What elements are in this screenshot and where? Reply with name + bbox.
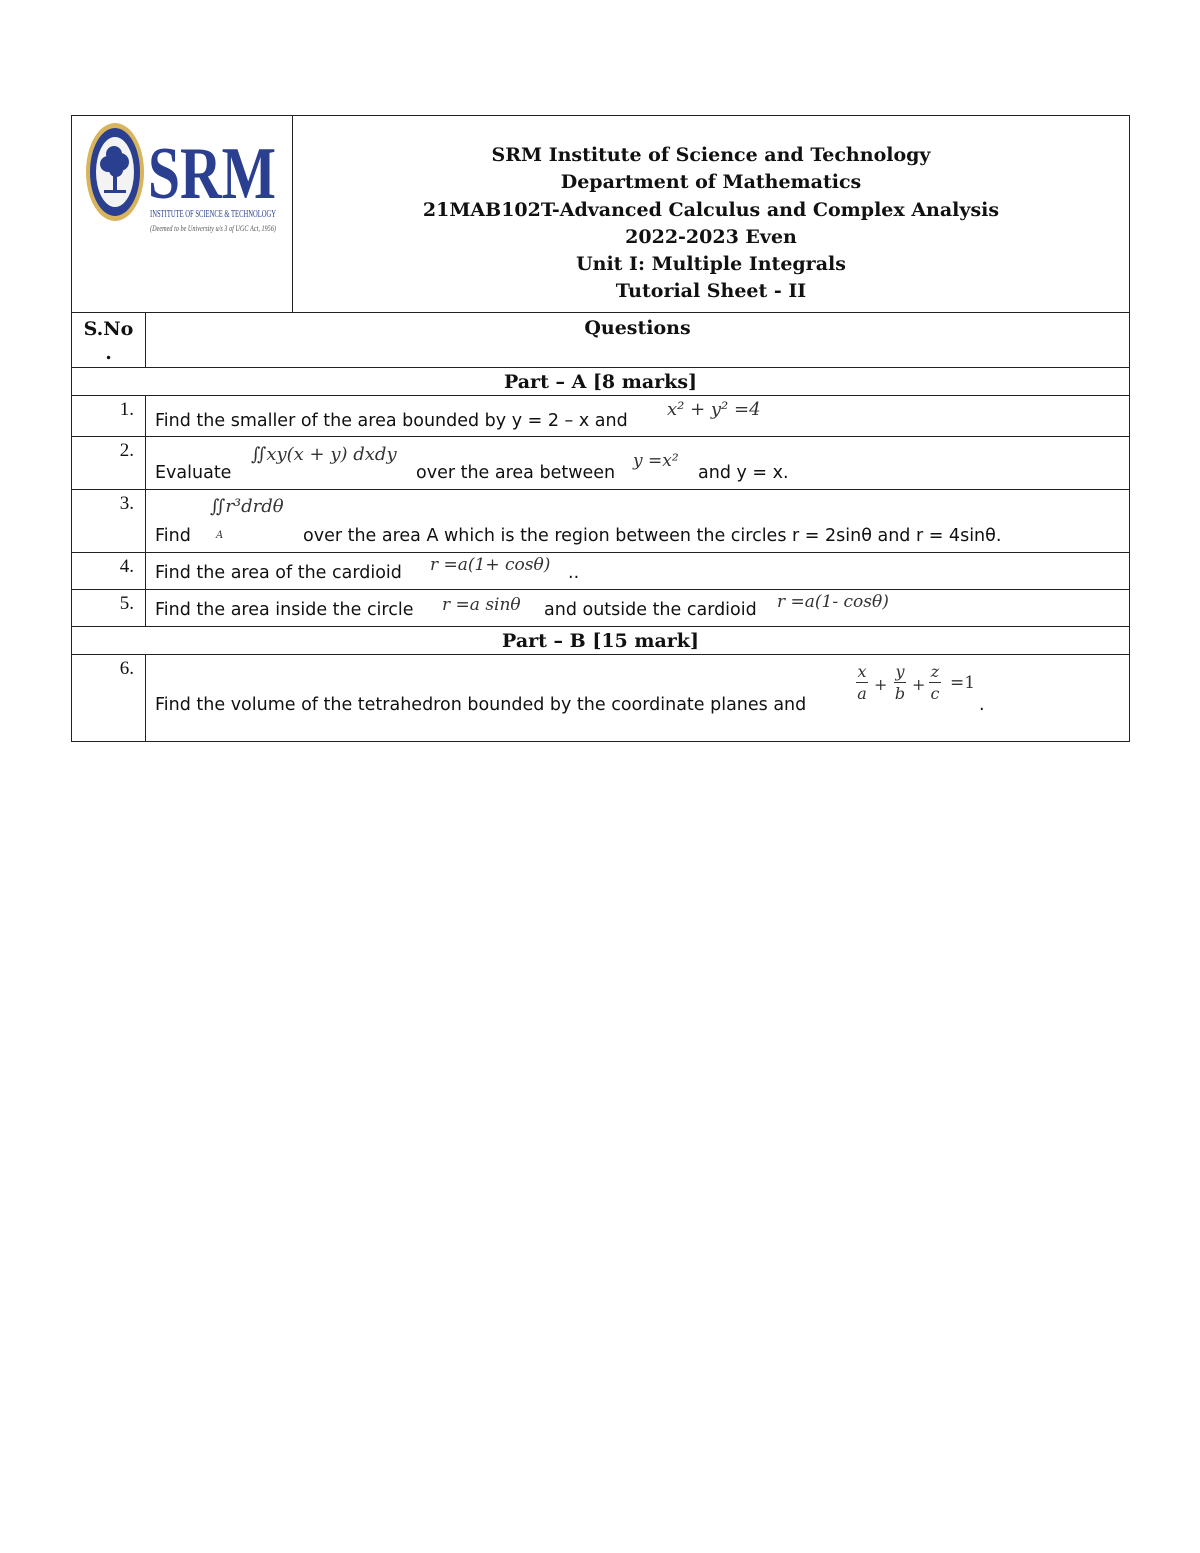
fraction-z-over-c: z c [930,662,940,703]
part-a-title: Part – A [8 marks] [72,368,1130,396]
question-row [72,396,1130,437]
column-header-row [72,313,1130,368]
question-1-text: Find the smaller of the area bounded by y = 2 – x and [155,411,628,431]
sno-header-dot: . [105,342,112,364]
part-a-row [72,368,1130,396]
question-2-curve: y =x² [633,451,679,471]
logo-brand-text: SRM [148,133,276,215]
question-number: 3. [72,490,146,553]
question-number: 1. [72,396,146,437]
question-2-text-b: over the area between [416,463,616,483]
question-number: 4. [72,553,146,590]
question-2-text-c: and y = x. [698,463,789,483]
srm-logo [72,116,293,308]
question-5-text-b: and outside the cardioid [544,600,757,620]
question-3-integral: ∬r³drdθ [210,496,284,517]
plus-sign: + [912,675,926,694]
question-text [146,396,1130,437]
question-2-text-a: Evaluate [155,463,232,483]
header-row [72,116,1130,313]
question-3-region-label: A [216,530,224,541]
academic-year: 2022-2023 Even [625,225,797,248]
tutorial-sheet-table [71,115,1130,742]
question-text [146,553,1130,590]
question-text [146,655,1130,742]
question-number: 5. [72,590,146,627]
srm-seal-icon [86,123,144,221]
part-b-row [72,627,1130,655]
institution-name: SRM Institute of Science and Technology [491,144,931,166]
question-1-equation: x² + y² =4 [667,399,761,420]
question-6-text: Find the volume of the tetrahedron bounded by the coordinate planes and [155,695,807,715]
fraction-y-over-b: y b [894,662,906,703]
department-name: Department of Mathematics [560,171,862,194]
question-row [72,655,1130,742]
unit-title: Unit I: Multiple Integrals [576,253,846,276]
fraction-x-over-a: x a [857,662,867,703]
question-number: 6. [72,655,146,742]
question-4-text: Find the area of the cardioid [155,563,402,583]
sheet-title: Tutorial Sheet - II [615,280,807,303]
question-5-text-a: Find the area inside the circle [155,600,414,620]
logo-cell [72,116,293,313]
question-number: 2. [72,437,146,490]
logo-subtitle-text: INSTITUTE OF SCIENCE & TECHNOLOGY [150,208,277,220]
questions-header: Questions [146,313,1130,368]
question-3-text-a: Find [155,526,191,546]
question-5-cardioid: r =a(1- cosθ) [777,592,889,612]
question-2-integral: ∬xy(x + y) dxdy [251,444,397,465]
question-row [72,590,1130,627]
question-4-equation: r =a(1+ cosθ) [430,555,551,575]
question-row [72,437,1130,490]
question-text [146,490,1130,553]
question-6-tail: . [979,695,985,715]
course-title: 21MAB102T-Advanced Calculus and Complex Analysis [422,198,1000,221]
plus-sign: + [874,675,888,694]
question-4-tail: .. [568,563,580,583]
header-cell [293,116,1130,313]
equals-one: =1 [950,673,976,693]
sno-header-label: S.No [83,318,134,340]
question-text [146,590,1130,627]
question-row [72,553,1130,590]
logo-tagline-text: (Deemed to be University u/s 3 of UGC Act, 1956) [150,224,277,233]
sno-header [72,313,146,368]
part-b-title: Part – B [15 mark] [72,627,1130,655]
question-5-circle: r =a sinθ [442,595,521,615]
question-row [72,490,1130,553]
question-text [146,437,1130,490]
question-3-text-b: over the area A which is the region between the circles r = 2sinθ and r = 4sinθ. [303,526,1002,546]
